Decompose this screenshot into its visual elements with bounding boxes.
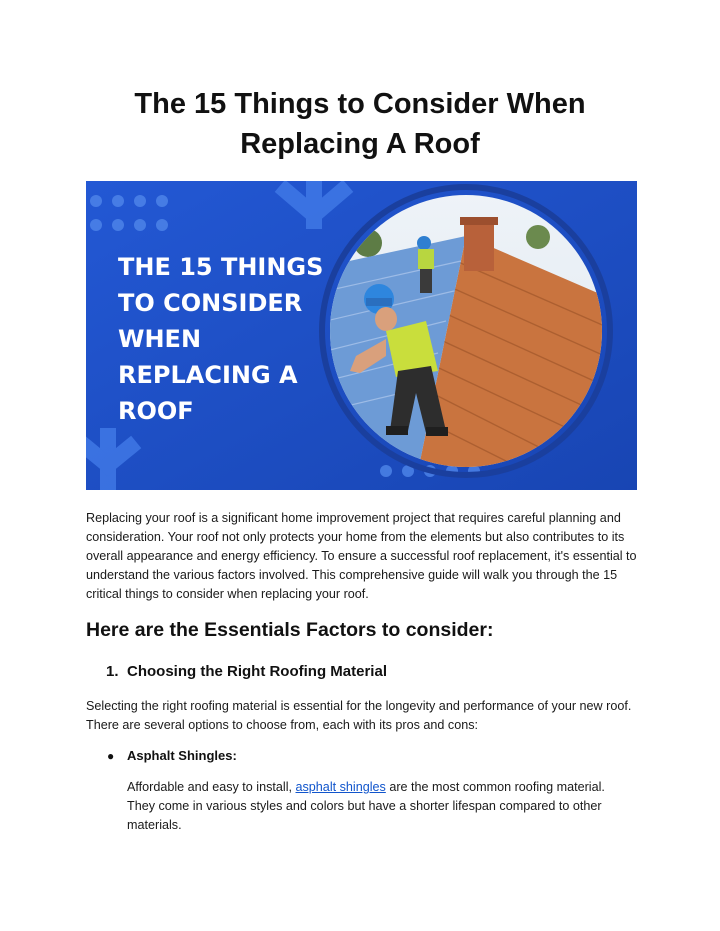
bullet-paragraph [127,778,627,835]
hero-caption-line: WHEN [118,325,202,353]
bullet-text-after: are the most common roofing material. They come in various styles and colors but have a shorter lifespan compared to other materials. [127,780,605,832]
subsection-paragraph: Selecting the right roofing material is essential for the longevity and performance of your new roof. There are several options to choose from, each with its pros and cons: [86,699,632,732]
asphalt-shingles-link[interactable]: asphalt shingles [295,780,386,794]
bullet-text-before: Affordable and easy to install, [127,780,296,794]
bullet-item [107,747,627,765]
hero-caption-line: THE 15 THINGS [118,253,324,281]
bullet-dot-icon: ● [107,749,115,763]
hero-caption-line: REPLACING A [118,361,298,389]
subsection-heading [106,661,626,683]
bullet-label: Asphalt Shingles: [127,748,237,763]
section-heading: Here are the Essentials Factors to consider: [86,619,494,641]
page-title [60,84,660,164]
subsection-number: 1. [106,663,119,680]
intro-paragraph: Replacing your roof is a significant home improvement project that requires careful planning and consideration. Your roof not only protects your home from the elements but also contributes to its overall appearance and energy efficiency. To ensure a successful roof replacement, it's essential to understand the various factors involved. This comprehensive guide will walk you through the 15 critical things to consider when replacing your roof. [86,511,637,601]
hero-image [86,181,637,490]
title-line-2: Replacing A Roof [240,128,480,160]
hero-caption [118,249,358,429]
title-line-1: The 15 Things to Consider When [134,88,586,120]
hero-caption-line: ROOF [118,397,194,425]
hero-caption-line: TO CONSIDER [118,289,303,317]
subsection-title: Choosing the Right Roofing Material [127,663,387,680]
